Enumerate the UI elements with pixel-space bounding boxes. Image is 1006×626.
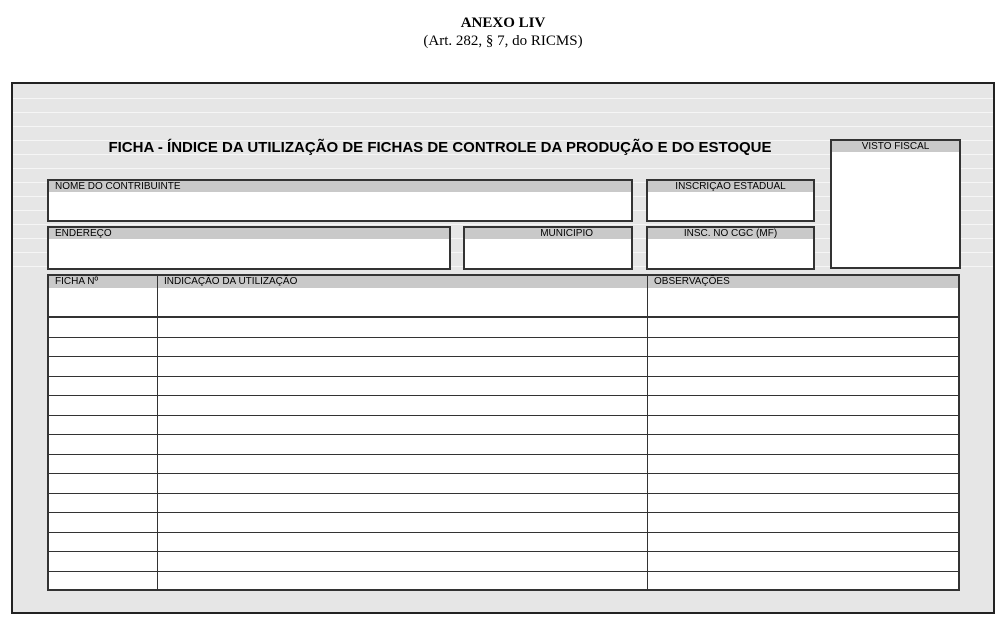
table-row[interactable] [49, 571, 958, 572]
table-row[interactable] [49, 434, 958, 435]
endereco-field[interactable] [47, 226, 451, 270]
annex-subtitle: (Art. 282, § 7, do RICMS) [423, 33, 583, 49]
table-row[interactable] [49, 454, 958, 455]
inscricao-estadual-label: INSCRIÇÃO ESTADUAL [648, 181, 813, 192]
table-row[interactable] [49, 415, 958, 416]
table-row[interactable] [49, 512, 958, 513]
insc-cgc-field[interactable] [646, 226, 815, 270]
nome-contribuinte-label: NOME DO CONTRIBUINTE [49, 181, 631, 192]
column-divider [157, 276, 158, 589]
inscricao-estadual-field[interactable] [646, 179, 815, 222]
municipio-label: MUNICIPIO [465, 228, 631, 239]
table-row[interactable] [49, 356, 958, 357]
utilization-table [47, 274, 960, 591]
nome-contribuinte-field[interactable] [47, 179, 633, 222]
table-row[interactable] [49, 337, 958, 338]
insc-cgc-label: INSC. NO CGC (MF) [648, 228, 813, 239]
table-row[interactable] [49, 376, 958, 377]
column-header-observacoes: OBSERVAÇÕES [654, 276, 730, 287]
endereco-label: ENDEREÇO [49, 228, 449, 239]
visto-fiscal-box[interactable] [830, 139, 961, 269]
column-header-ficha: FICHA Nº [55, 276, 99, 287]
table-row[interactable] [49, 493, 958, 494]
form-title: FICHA - ÍNDICE DA UTILIZAÇÃO DE FICHAS DE CONTROLE DA PRODUÇÃO E DO ESTOQUE [108, 139, 772, 156]
table-row[interactable] [49, 473, 958, 474]
table-row[interactable] [49, 551, 958, 552]
municipio-field[interactable] [463, 226, 633, 270]
header-divider [49, 316, 958, 318]
table-row[interactable] [49, 395, 958, 396]
table-row[interactable] [49, 532, 958, 533]
annex-title: ANEXO LIV [460, 15, 546, 31]
column-divider [647, 276, 648, 589]
visto-fiscal-label: VISTO FISCAL [832, 141, 959, 152]
column-header-indicacao: INDICAÇÃO DA UTILIZAÇÃO [164, 276, 298, 287]
